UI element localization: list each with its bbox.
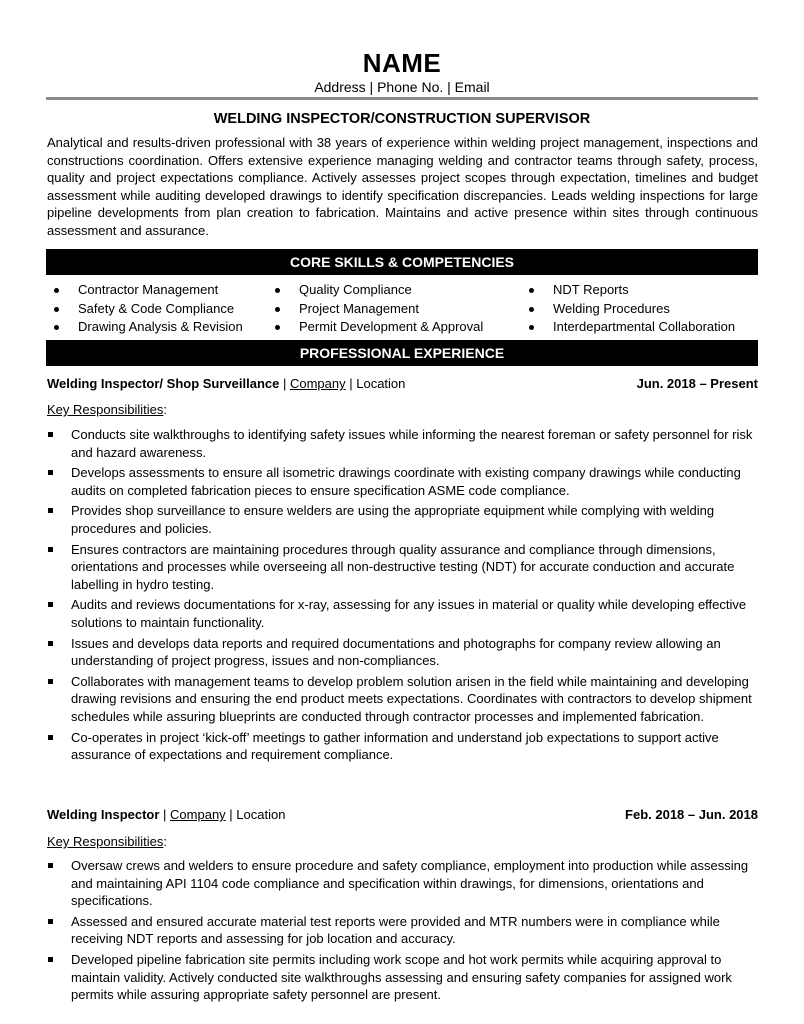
key-responsibilities-label: Key Responsibilities: <box>47 402 167 417</box>
contact-line: Address | Phone No. | Email <box>314 79 490 95</box>
skills-section-heading: CORE SKILLS & COMPETENCIES <box>46 249 758 275</box>
bullet-dot-icon <box>529 325 534 330</box>
responsibilities-list <box>47 857 758 1007</box>
skill-item: NDT Reports <box>521 281 735 300</box>
skills-column-3 <box>521 281 735 337</box>
skill-item: Project Management <box>267 300 483 319</box>
list-item: Provides shop surveillance to ensure welders are using the appropriate equipment while complying with welding procedures and policies. <box>47 502 758 537</box>
skills-column-2 <box>267 281 483 337</box>
professional-summary: Analytical and results-driven professional with 38 years of experience within welding project management, inspections and constructions coordination. Offers extensive experience managing welding and contractor teams through safety, process, quality and project expectations compliance. Actively assesses project scopes through expectation, timelines and budget assessment while auditing developed drawings to identify specification discrepancies. Leads welding inspections for large pipeline developments from plan creation to fabrication. Maintains and active presence within sites through continuous assessment and assurance. <box>47 135 758 238</box>
skill-item: Permit Development & Approval <box>267 318 483 337</box>
skill-item: Quality Compliance <box>267 281 483 300</box>
skill-item: Safety & Code Compliance <box>46 300 243 319</box>
list-item: Ensures contractors are maintaining procedures through quality assurance and compliance through dimensions, orientations and processes while overseeing all non-destructive testing (NDT) for accurate conduction and accurate labelling in hydro testing. <box>47 541 758 594</box>
bullet-square-icon <box>48 919 53 924</box>
skills-grid <box>46 281 758 337</box>
company-link[interactable]: Company <box>289 376 346 391</box>
job-header: Welding Inspector/ Shop Surveillance | Company | Location Jun. 2018 – Present <box>47 376 758 391</box>
company-link[interactable]: Company <box>170 807 226 822</box>
skill-item: Welding Procedures <box>521 300 735 319</box>
job-role: Welding Inspector/ Shop Surveillance <box>47 376 280 391</box>
bullet-square-icon <box>48 547 53 552</box>
skill-item: Contractor Management <box>46 281 243 300</box>
list-item: Audits and reviews documentations for x-ray, assessing for any issues in material or quality while developing effective solutions to maintain functionality. <box>47 596 758 631</box>
skill-item: Interdepartmental Collaboration <box>521 318 735 337</box>
responsibilities-list <box>47 426 758 767</box>
list-item: Assessed and ensured accurate material test reports were provided and MTR numbers were in compliance while receiving NDT reports and assessing for job location and accuracy. <box>47 913 758 948</box>
bullet-square-icon <box>48 735 53 740</box>
bullet-square-icon <box>48 641 53 646</box>
bullet-dot-icon <box>54 307 59 312</box>
candidate-name: NAME <box>362 48 442 78</box>
bullet-dot-icon <box>54 325 59 330</box>
list-item: Develops assessments to ensure all isometric drawings coordinate with existing company drawings while conducting audits on completed fabrication pieces to ensure specification ASME code compliance. <box>47 464 758 499</box>
job-location: Location <box>236 807 286 822</box>
list-item: Collaborates with management teams to develop problem solution arisen in the field while maintaining and developing drawing revisions and ensuring the end product meets expectations. Coordinates with contractors to develop shipment schedules while assuring blueprints are conducted through contractor processes and implemented fabrication. <box>47 673 758 726</box>
bullet-dot-icon <box>529 288 534 293</box>
bullet-dot-icon <box>529 307 534 312</box>
job-header: Welding Inspector | Company | Location Feb. 2018 – Jun. 2018 <box>47 807 758 822</box>
job-dates: Jun. 2018 – Present <box>636 376 758 391</box>
bullet-square-icon <box>48 470 53 475</box>
bullet-dot-icon <box>54 288 59 293</box>
bullet-square-icon <box>48 957 53 962</box>
bullet-square-icon <box>48 679 53 684</box>
skill-item: Drawing Analysis & Revision <box>46 318 243 337</box>
job-dates: Feb. 2018 – Jun. 2018 <box>625 807 758 822</box>
bullet-square-icon <box>48 508 53 513</box>
bullet-square-icon <box>48 863 53 868</box>
bullet-square-icon <box>48 602 53 607</box>
job-title: WELDING INSPECTOR/CONSTRUCTION SUPERVISOR <box>213 111 591 127</box>
list-item: Developed pipeline fabrication site permits including work scope and hot work permits while acquiring approval to maintain validity. Actively conducted site walkthroughs assessing and ensuring safety companies for assigned work permits while assuring appropriate safety personnel are present. <box>47 951 758 1004</box>
job-role: Welding Inspector <box>47 807 160 822</box>
list-item: Oversaw crews and welders to ensure procedure and safety compliance, employment into production while assessing and maintaining API 1104 code compliance and specification within drawings, for dimensions, orientations and specifications. <box>47 857 758 910</box>
list-item: Conducts site walkthroughs to identifying safety issues while informing the nearest foreman or safety personnel for risk and hazard awareness. <box>47 426 758 461</box>
bullet-dot-icon <box>275 288 280 293</box>
header-divider <box>46 97 758 100</box>
bullet-square-icon <box>48 432 53 437</box>
experience-section-heading: PROFESSIONAL EXPERIENCE <box>46 340 758 366</box>
bullet-dot-icon <box>275 325 280 330</box>
list-item: Co-operates in project ‘kick-off’ meetings to gather information and understand job expectations to support active assurance of expectations and requirement compliance. <box>47 729 758 764</box>
key-responsibilities-label: Key Responsibilities: <box>47 834 167 849</box>
skills-column-1 <box>46 281 243 337</box>
list-item: Issues and develops data reports and required documentations and photographs for company review allowing an understanding of project progress, issues and non-compliances. <box>47 635 758 670</box>
job-location: Location <box>356 376 406 391</box>
bullet-dot-icon <box>275 307 280 312</box>
